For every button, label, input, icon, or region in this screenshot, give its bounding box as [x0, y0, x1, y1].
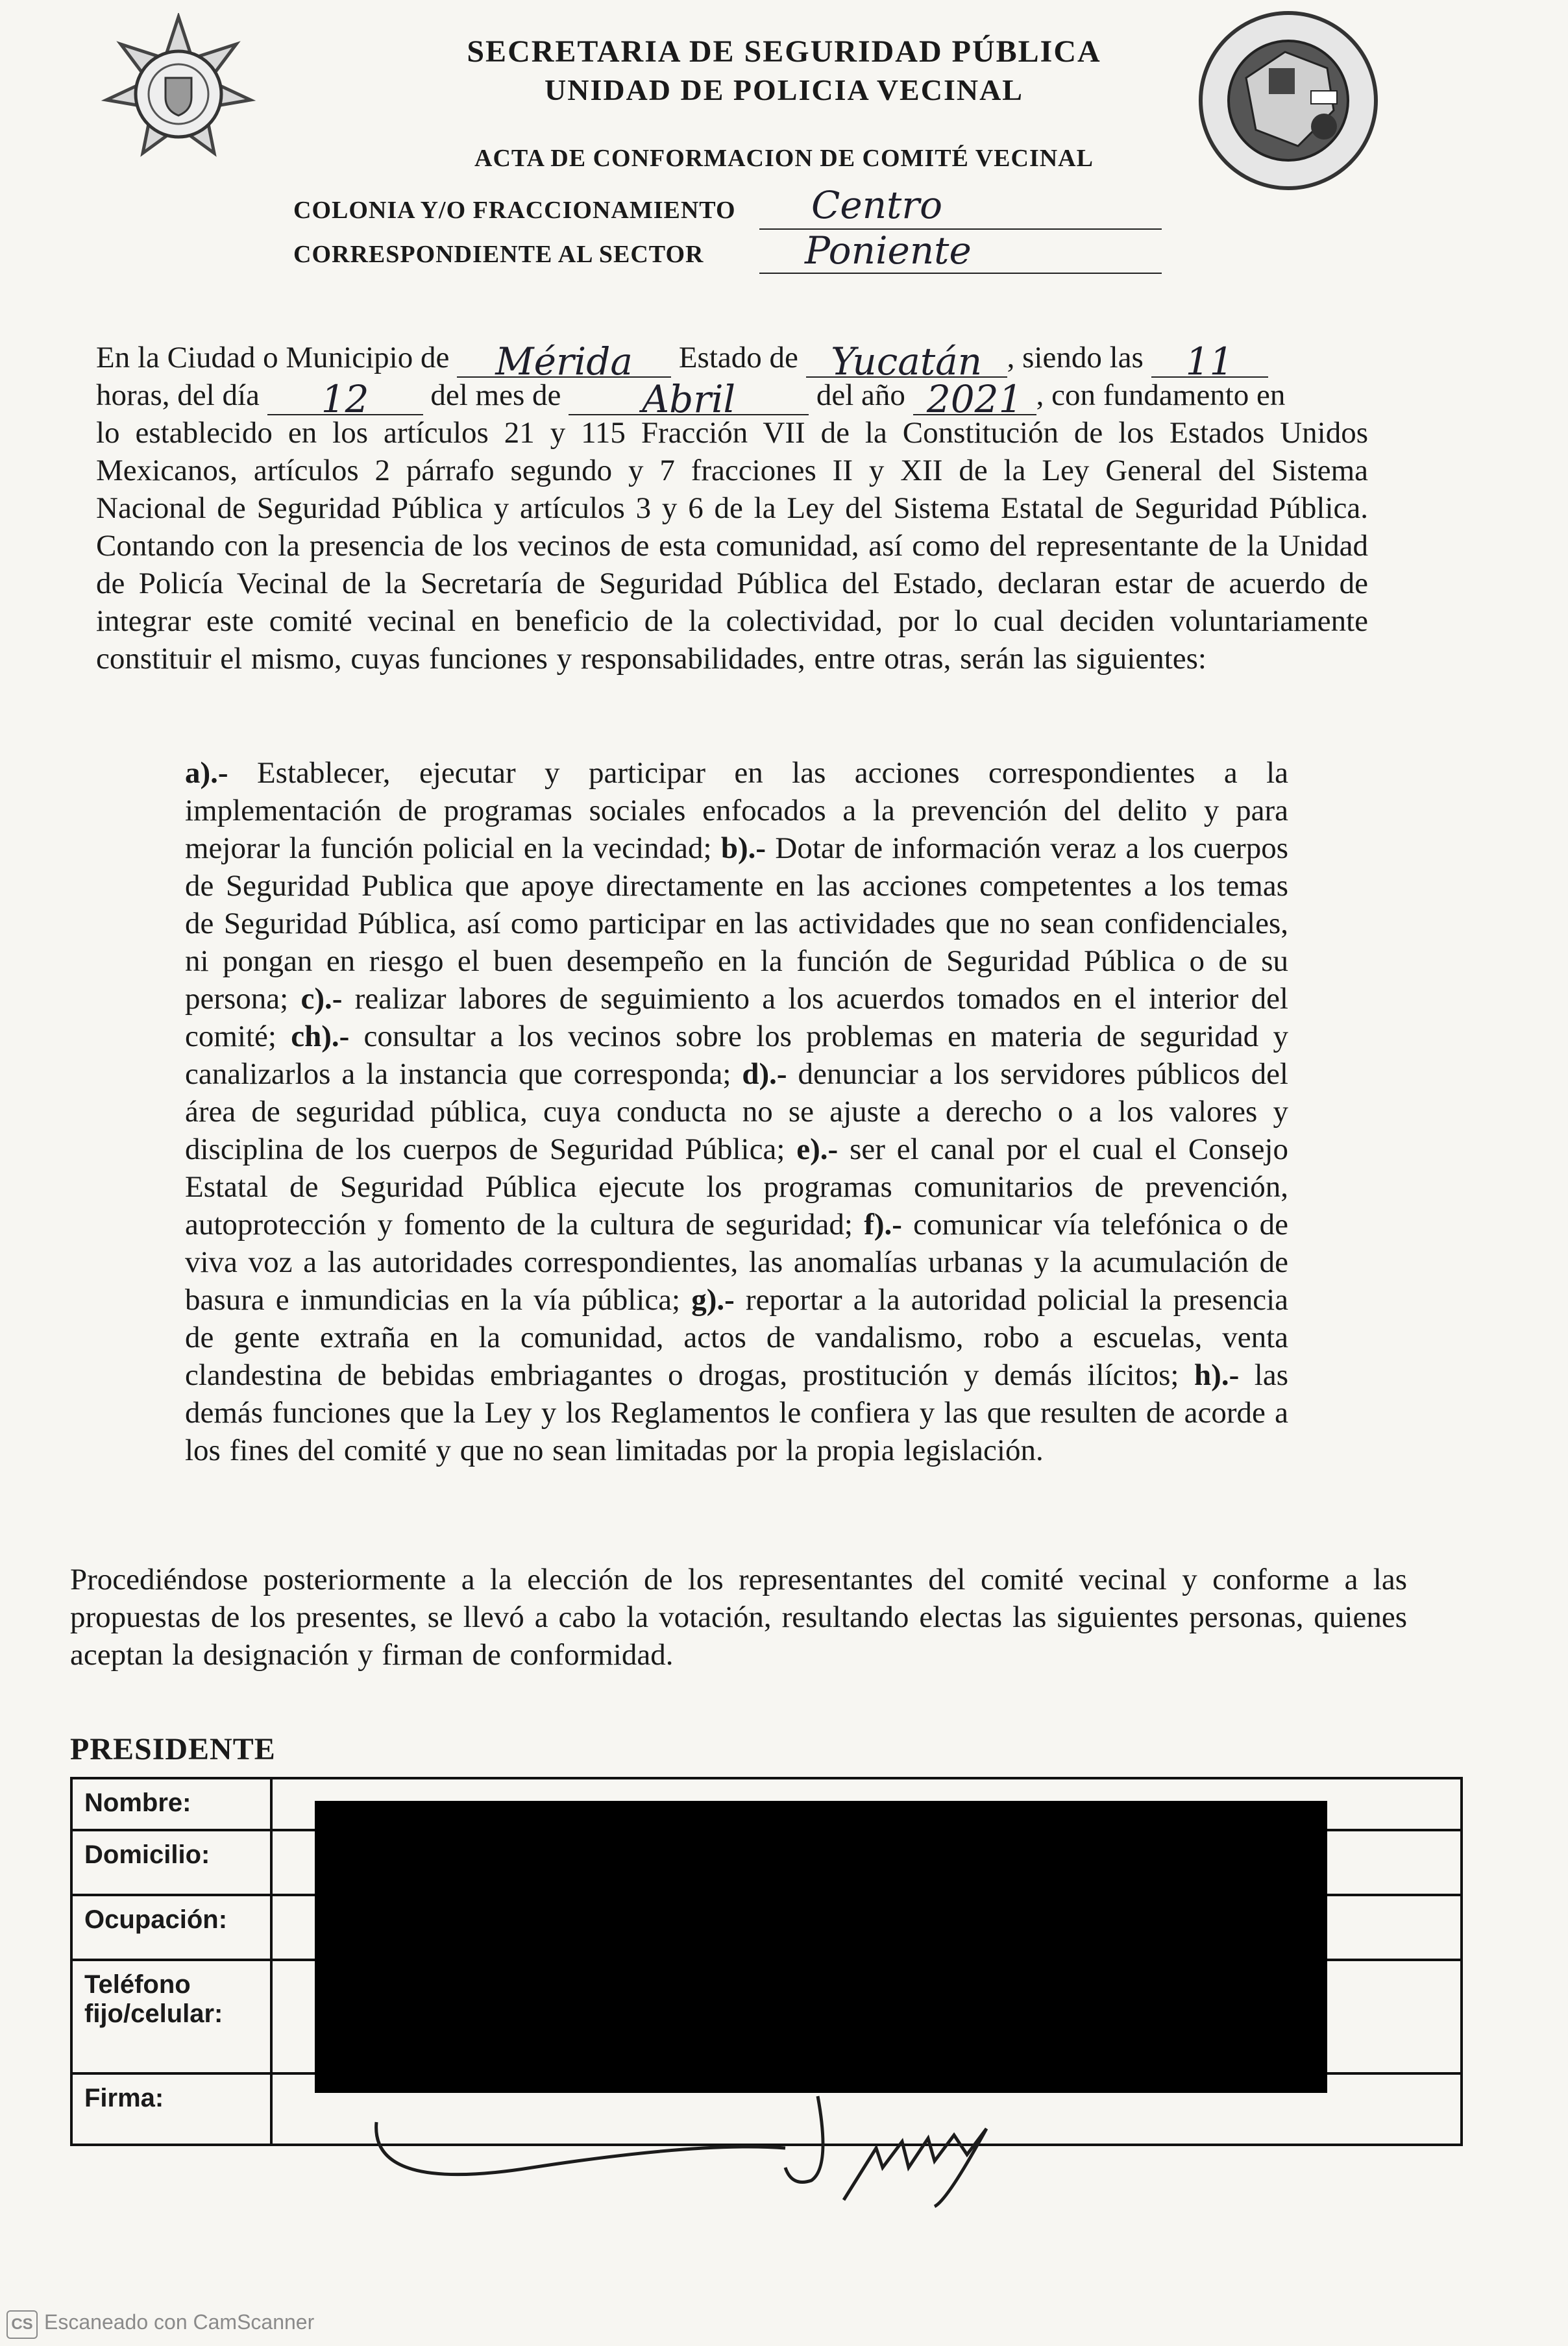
anio-value: 2021 — [926, 377, 1023, 421]
function-tag: ch).- — [291, 1020, 350, 1053]
function-text: comunicar vía telefónica o de viva voz a las autoridades correspondientes, las anomalías urbanas y la acumulación de basura e inmundicias en la vía pública; — [185, 1208, 1288, 1317]
function-text: reportar a la autoridad policial la presencia de gente extraña en la comunidad, actos de vandalismo, robo a escuelas, venta clandestina de bebidas embriagantes o drogas, prostitución y demás ilícitos; — [185, 1283, 1288, 1392]
intro-text: En la Ciudad o Municipio de — [96, 341, 450, 374]
footer-text: Escaneado con CamScanner — [44, 2310, 315, 2334]
function-text: realizar labores de seguimiento a los acuerdos tomados en el interior del comité; — [185, 982, 1288, 1053]
intro-text: del mes de — [430, 378, 561, 412]
estado-value: Yucatán — [831, 339, 983, 384]
hora-value: 11 — [1185, 339, 1234, 384]
president-heading: PRESIDENTE — [70, 1732, 276, 1766]
colonia-label: COLONIA Y/O FRACCIONAMIENTO — [293, 197, 736, 224]
function-tag: f).- — [864, 1208, 902, 1241]
row-label: Domicilio: — [71, 1830, 271, 1895]
function-tag: e).- — [796, 1132, 839, 1166]
municipio-value: Mérida — [495, 339, 633, 384]
function-tag: c).- — [300, 982, 343, 1016]
camscanner-icon: CS — [6, 2310, 38, 2339]
function-tag: h).- — [1194, 1358, 1240, 1392]
row-label: Firma: — [71, 2073, 271, 2145]
election-paragraph: Procediéndose posteriormente a la elección de los representantes del comité vecinal y conforme a las propuestas de los presentes, se llevó a cabo la votación, resultando electas las siguientes personas, quienes aceptan la designación y firman de conformidad. — [70, 1563, 1407, 1672]
municipio-blank — [457, 339, 671, 384]
intro-line-2 — [96, 376, 1286, 421]
function-text: ser el canal por el cual el Consejo Estatal de Seguridad Pública ejecute los programas comunitarios de prevención, autoprotección y fomento de la cultura de seguridad; — [185, 1132, 1288, 1241]
intro-line-1 — [96, 339, 1268, 384]
anio-blank — [913, 376, 1036, 421]
dia-blank — [267, 376, 423, 421]
colonia-value: Centro — [811, 183, 943, 227]
sector-label: CORRESPONDIENTE AL SECTOR — [293, 241, 704, 268]
mes-value: Abril — [642, 377, 736, 421]
functions-paragraph — [185, 754, 1288, 1469]
estado-blank — [806, 339, 1007, 384]
function-text: consultar a los vecinos sobre los problemas en materia de seguridad y canalizarlos a la instancia que corresponda; — [185, 1020, 1288, 1091]
unit-title: UNIDAD DE POLICIA VECINAL — [545, 73, 1023, 106]
sector-line — [759, 273, 1162, 274]
sector-value: Poniente — [805, 228, 972, 273]
dia-value: 12 — [321, 377, 369, 421]
intro-text: del año — [816, 378, 905, 412]
function-tag: d).- — [742, 1057, 787, 1091]
function-text: Establecer, ejecutar y participar en las acciones correspondientes a la implementación de programas sociales enfocados a la prevención del delito y para mejorar la función policial en la vecindad; — [185, 756, 1288, 865]
intro-text: , con fundamento en — [1036, 378, 1286, 412]
act-title: ACTA DE CONFORMACION DE COMITÉ VECINAL — [474, 145, 1094, 172]
row-label: Teléfono fijo/celular: — [71, 1960, 271, 2073]
hora-blank — [1151, 339, 1268, 384]
function-tag: b).- — [720, 831, 766, 865]
row-label: Ocupación: — [71, 1895, 271, 1960]
function-tag: g).- — [691, 1283, 735, 1317]
row-label: Nombre: — [71, 1778, 271, 1830]
mes-blank — [569, 376, 809, 421]
intro-paragraph: lo establecido en los artículos 21 y 115 Fracción VII de la Constitución de los Estados Unidos Mexicanos, artículos 2 párrafo segundo y 7 fracciones II y XII de la Ley General del Sistema Nacional de Seguridad Pública y artículos 3 y 6 de la Ley del Sistema Estatal de Seguridad Pública. Contando con la presencia de los vecinos de esta comunidad, así como del representante de la Unidad de Policía Vecinal de la Secretaría de Seguridad Pública del Estado, declaran estar de acuerdo de integrar este comité vecinal en beneficio de la colectividad, por lo cual deciden voluntariamente constituir el mismo, cuyas funciones y responsabilidades, entre otras, serán las siguientes: — [96, 416, 1368, 676]
function-tag: a).- — [185, 756, 228, 790]
function-text: denunciar a los servidores públicos del área de seguridad pública, cuya conducta no se ajuste a derecho o a los valores y disciplina de los cuerpos de Seguridad Pública; — [185, 1057, 1288, 1166]
intro-text: horas, del día — [96, 378, 260, 412]
redaction-block — [315, 1801, 1327, 2093]
scanner-footer — [6, 2310, 314, 2339]
function-text: Dotar de información veraz a los cuerpos de Seguridad Publica que apoye directamente en las acciones competentes a los temas de Seguridad Pública, así como participar en las actividades que no sean confidenciales, ni pongan en riesgo el buen desempeño en la función de Seguridad Pública o de su persona; — [185, 831, 1288, 1016]
function-text: las demás funciones que la Ley y los Reglamentos le confiera y las que resulten de acorde a los fines del comité y que no sean limitadas por la propia legislación. — [185, 1358, 1288, 1467]
intro-text: Estado de — [678, 341, 798, 374]
org-title: SECRETARIA DE SEGURIDAD PÚBLICA — [467, 34, 1101, 69]
intro-text: , siendo las — [1007, 341, 1144, 374]
signature-image — [363, 2070, 1077, 2213]
